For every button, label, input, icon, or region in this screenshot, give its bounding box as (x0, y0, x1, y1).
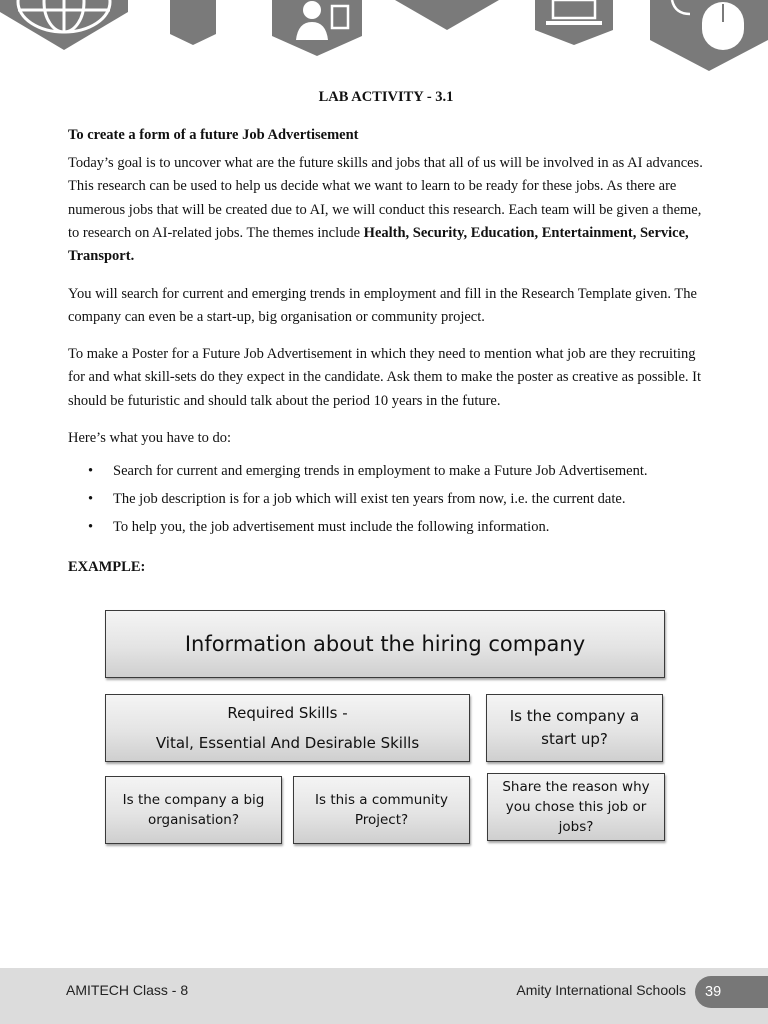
big-organisation-box: Is the company a big organisation? (105, 776, 282, 844)
footer-course: AMITECH Class - 8 (66, 982, 189, 998)
hexagon-icon (395, 0, 499, 30)
intro-paragraph (68, 152, 704, 268)
required-skills-heading: Required Skills - (227, 704, 348, 722)
laptop-icon (535, 0, 613, 45)
hiring-company-box: Information about the hiring company (105, 610, 665, 678)
list-item: • The job description is for a job which will exist ten years from now, i.e. the current date. (68, 488, 704, 516)
list-item: • Search for current and emerging trends in employment to make a Future Job Advertisement. (68, 460, 704, 488)
page-footer (0, 968, 768, 1024)
required-skills-box (105, 694, 470, 762)
computer-mouse-icon (650, 0, 768, 71)
footer-school: Amity International Schools (516, 982, 686, 998)
list-item: • To help you, the job advertisement must include the following information. (68, 516, 704, 544)
globe-icon (0, 0, 128, 50)
startup-box: Is the company a start up? (486, 694, 663, 762)
person-at-computer-icon (272, 0, 362, 56)
example-label: EXAMPLE: (68, 559, 146, 575)
required-skills-detail: Vital, Essential And Desirable Skills (155, 734, 420, 752)
activity-subtitle: To create a form of a future Job Advertisement (68, 127, 359, 143)
poster-paragraph: To make a Poster for a Future Job Advertisement in which they need to mention what job are they recruiting for and what skill-sets do they expect in the candidate. Ask them to make the poster as creative as possible. It should be futuristic and should talk about the period 10 years in the future. (68, 346, 701, 409)
research-paragraph: You will search for current and emerging trends in employment and fill in the Research Template given. The company can even be a start-up, big organisation or community project. (68, 286, 697, 326)
job-reason-box: Share the reason why you chose this job or jobs? (487, 773, 665, 841)
page-number-badge: 39 (695, 976, 768, 1008)
header-decoration (0, 0, 768, 75)
instructions-lead: Here’s what you have to do: (68, 430, 232, 446)
instructions-list (68, 460, 704, 544)
community-project-box: Is this a community Project? (293, 776, 470, 844)
themes-list: Health, Security, Education, Entertainment, Service, Transport. (68, 224, 689, 265)
hexagon-icon (170, 0, 216, 45)
intro-text: Today’s goal is to uncover what are the future skills and jobs that all of us will be involved in as AI advances. This research can be used to help us decide what we want to learn to be ready for these jobs. As there are numerous jobs that will be created due to AI, we will conduct this research. Each team will be given a theme, to research on AI-related jobs. The themes include (68, 155, 703, 241)
page-title: LAB ACTIVITY - 3.1 (318, 89, 454, 105)
